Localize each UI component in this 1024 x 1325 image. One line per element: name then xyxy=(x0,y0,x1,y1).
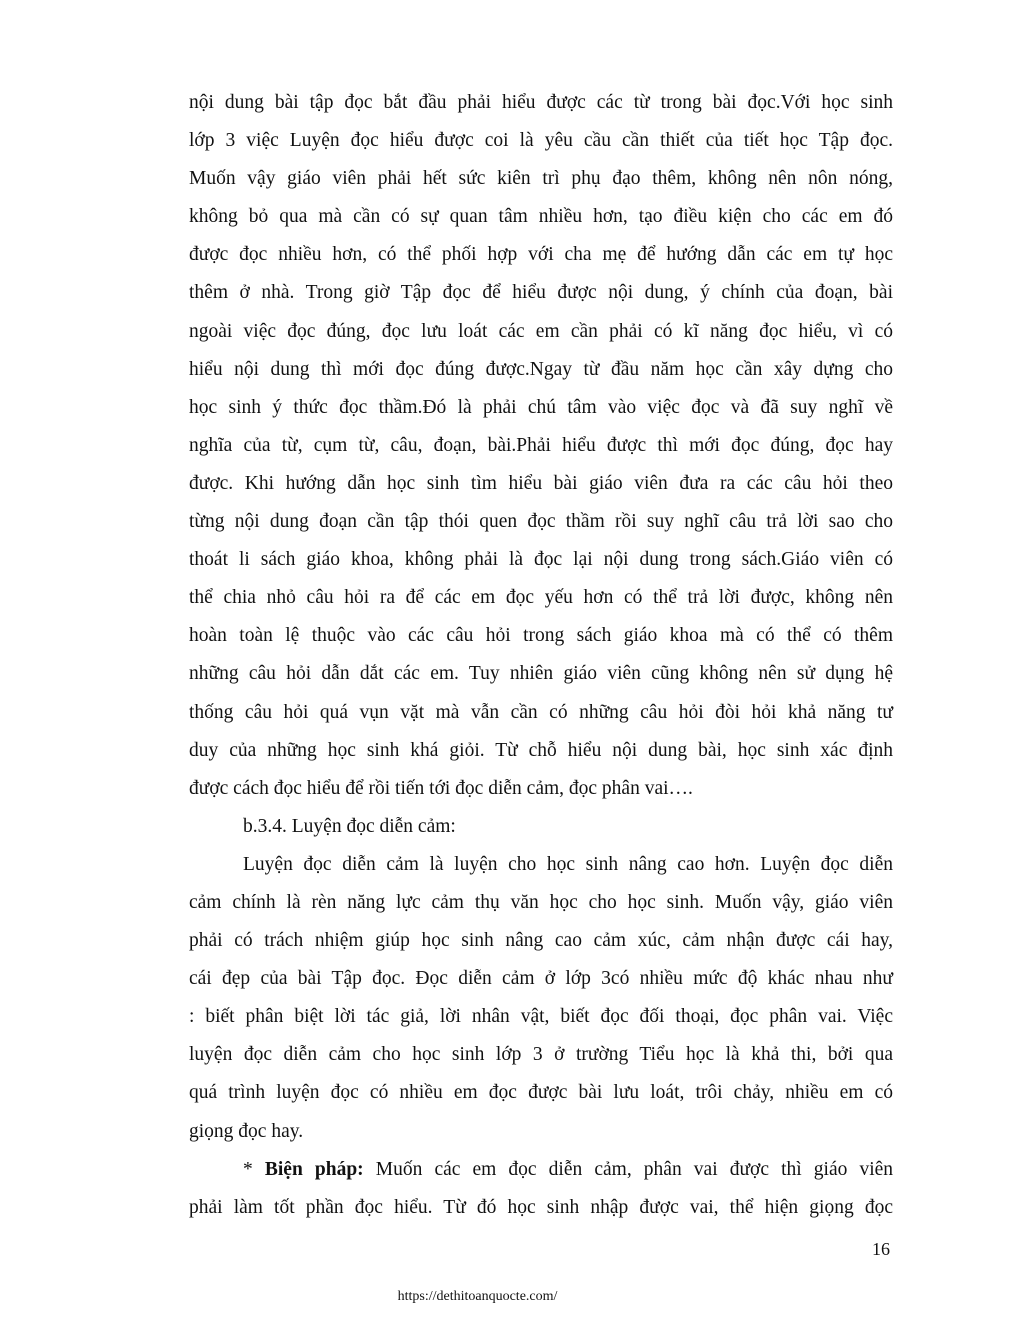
text-line: được đọc nhiều hơn, có thể phối hợp với cha mẹ để hướng dẫn các em tự học xyxy=(189,244,893,266)
text-line: hiểu nội dung thì mới đọc đúng được.Ngay từ đầu năm học cần xây dựng cho xyxy=(189,358,893,380)
text-line: từng nội dung đoạn cần tập thói quen đọc thầm rồi suy nghĩ câu trả lời sao cho xyxy=(189,511,893,533)
bullet-marker: * xyxy=(243,1158,265,1180)
bold-label: Biện pháp: xyxy=(264,1158,364,1180)
text-line: Luyện đọc diễn cảm là luyện cho học sinh nâng cao hơn. Luyện đọc diễn xyxy=(243,853,893,875)
text-line: lớp 3 việc Luyện đọc hiểu được coi là yêu cầu cần thiết của tiết học Tập đọc. xyxy=(189,130,893,152)
text-line: được. Khi hướng dẫn học sinh tìm hiểu bài giáo viên đưa ra các câu hỏi theo xyxy=(189,472,893,494)
text-line: thoát li sách giáo khoa, không phải là đọc lại nội dung trong sách.Giáo viên có xyxy=(189,549,893,571)
text-line: hoàn toàn lệ thuộc vào các câu hỏi trong sách giáo khoa mà có thể có thêm xyxy=(189,625,893,647)
text-line: không bỏ qua mà cần có sự quan tâm nhiều hơn, tạo điều kiện cho các em đó xyxy=(189,206,893,228)
text-line: thể chia nhỏ câu hỏi ra để các em đọc yếu hơn có thể trả lời được, không nên xyxy=(189,587,893,609)
text-line: nghĩa của từ, cụm từ, câu, đoạn, bài.Phải hiểu được thì mới đọc đúng, đọc hay xyxy=(189,434,893,456)
text-line: phải có trách nhiệm giúp học sinh nâng cao cảm xúc, cảm nhận được cái hay, xyxy=(189,930,893,952)
text-line: nội dung bài tập đọc bắt đầu phải hiểu được các từ trong bài đọc.Với học sinh xyxy=(189,92,893,113)
text-line: : biết phân biệt lời tác giả, lời nhân vật, biết đọc đối thoại, đọc phân vai. Việc xyxy=(189,1006,893,1028)
text-line: Muốn vậy giáo viên phải hết sức kiên trì phụ đạo thêm, không nên nôn nóng, xyxy=(189,168,893,190)
text-line: học sinh ý thức đọc thầm.Đó là phải chú tâm vào việc đọc và đã suy nghĩ về xyxy=(189,396,893,418)
text-line: cảm chính là rèn năng lực cảm thụ văn học cho học sinh. Muốn vậy, giáo viên xyxy=(189,891,893,913)
text-line: phải làm tốt phần đọc hiểu. Từ đó học sinh nhập được vai, thể hiện giọng đọc xyxy=(189,1196,893,1218)
text-line: cái đẹp của bài Tập đọc. Đọc diễn cảm ở lớp 3có nhiều mức độ khác nhau như xyxy=(189,968,893,990)
text-run: Muốn các em đọc diễn cảm, phân vai được thì giáo viên xyxy=(363,1158,894,1180)
text-line: thống câu hỏi quá vụn vặt mà vẫn cần có những câu hỏi đòi hỏi khả năng tư xyxy=(189,701,893,723)
document-body xyxy=(189,84,893,1227)
paragraph-2 xyxy=(189,846,893,1151)
section-heading: b.3.4. Luyện đọc diễn cảm: xyxy=(243,815,456,837)
text-line: được cách đọc hiểu để rồi tiến tới đọc diễn cảm, đọc phân vai…. xyxy=(189,777,693,799)
text-line: thêm ở nhà. Trong giờ Tập đọc để hiểu được nội dung, ý chính của đoạn, bài xyxy=(189,282,893,304)
text-line: duy của những học sinh khá giỏi. Từ chỗ hiểu nội dung bài, học sinh xác định xyxy=(189,739,893,761)
paragraph-3 xyxy=(189,1151,893,1227)
text-line: giọng đọc hay. xyxy=(189,1120,304,1142)
text-line: quá trình luyện đọc có nhiều em đọc được bài lưu loát, trôi chảy, nhiều em có xyxy=(189,1082,893,1104)
paragraph-1 xyxy=(189,84,893,808)
text-line: ngoài việc đọc đúng, đọc lưu loát các em cần phải có kĩ năng đọc hiểu, vì có xyxy=(189,320,893,342)
page-number: 16 xyxy=(872,1239,890,1259)
text-line: những câu hỏi dẫn dắt các em. Tuy nhiên giáo viên cũng không nên sử dụng hệ xyxy=(189,663,893,685)
text-line xyxy=(189,1151,893,1189)
footer-url-link[interactable]: https://dethitoanquocte.com/ xyxy=(397,1289,558,1304)
text-line: luyện đọc diễn cảm cho học sinh lớp 3 ở trường Tiểu học là khả thi, bởi qua xyxy=(189,1044,893,1066)
